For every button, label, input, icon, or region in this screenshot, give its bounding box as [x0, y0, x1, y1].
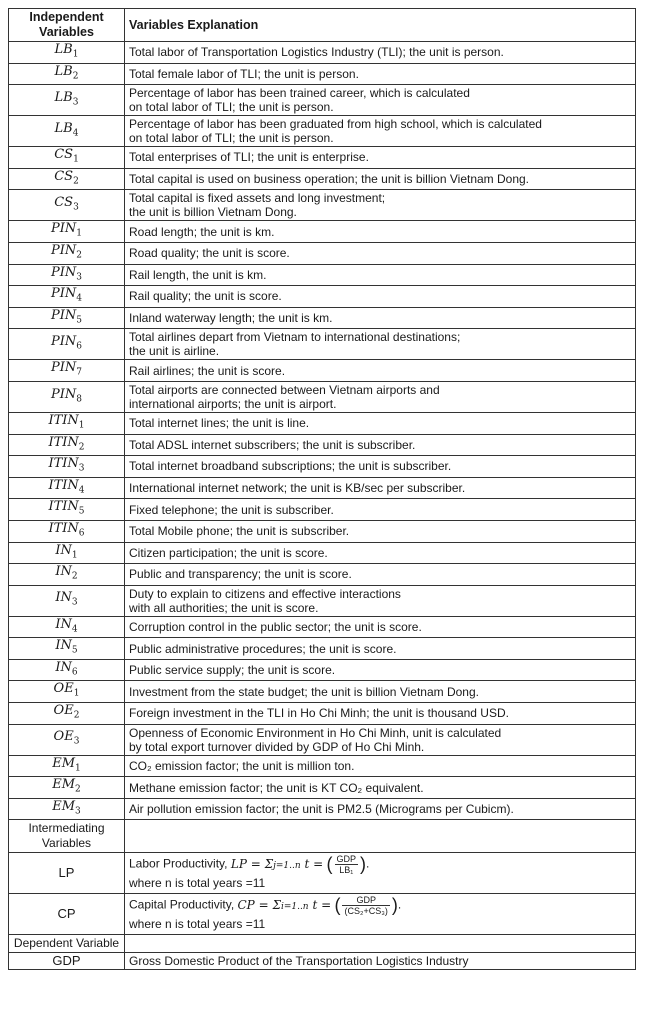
formula-lhs-cp: CP = Σi=1..n t =: [237, 898, 332, 913]
section-empty-cell: [125, 935, 636, 953]
variable-symbol: $CS_1$: [9, 147, 125, 169]
variable-symbol: $ITIN_2$: [9, 434, 125, 456]
variable-symbol: $IN_5$: [9, 638, 125, 660]
variable-explanation: Methane emission factor; the unit is KT CO₂ equivalent.: [125, 777, 636, 799]
variable-explanation: Investment from the state budget; the unit is billion Vietnam Dong.: [125, 681, 636, 703]
variable-symbol: $EM_3$: [9, 798, 125, 820]
table-row: [9, 659, 636, 681]
variable-explanation-gdp: Gross Domestic Product of the Transportation Logistics Industry: [125, 953, 636, 970]
variable-explanation: Public administrative procedures; the unit is score.: [125, 638, 636, 660]
variable-symbol: $PIN_8$: [9, 381, 125, 412]
table-row: [9, 264, 636, 286]
variable-symbol: $LB_1$: [9, 42, 125, 64]
variable-symbol: $PIN_7$: [9, 360, 125, 382]
variable-symbol-gdp: GDP: [9, 953, 125, 970]
table-row: [9, 168, 636, 190]
variable-explanation: Total ADSL internet subscribers; the unit is subscriber.: [125, 434, 636, 456]
variable-symbol: $LB_4$: [9, 116, 125, 147]
table-row: [9, 724, 636, 755]
variable-symbol: $ITIN_5$: [9, 499, 125, 521]
table-row: [9, 616, 636, 638]
table-row: [9, 777, 636, 799]
variable-explanation: Total internet lines; the unit is line.: [125, 412, 636, 434]
table-row-lp: [9, 853, 636, 894]
table-row: [9, 63, 636, 85]
formula-prefix-lp: Labor Productivity,: [129, 857, 228, 872]
table-row-cp: [9, 894, 636, 935]
variable-symbol: $EM_2$: [9, 777, 125, 799]
variable-symbol: $IN_2$: [9, 564, 125, 586]
variable-explanation: Foreign investment in the TLI in Ho Chi Minh; the unit is thousand USD.: [125, 703, 636, 725]
table-row-gdp: [9, 953, 636, 970]
variable-explanation: Rail quality; the unit is score.: [125, 286, 636, 308]
variable-explanation: Total female labor of TLI; the unit is person.: [125, 63, 636, 85]
variable-explanation: Duty to explain to citizens and effective interactions with all authorities; the unit is score.: [125, 585, 636, 616]
variable-symbol: $PIN_5$: [9, 307, 125, 329]
variable-symbol: $CS_3$: [9, 190, 125, 221]
variable-explanation: Road length; the unit is km.: [125, 221, 636, 243]
header-variables-explanation: Variables Explanation: [125, 9, 636, 42]
table-row: [9, 242, 636, 264]
variable-explanation: Openness of Economic Environment in Ho Chi Minh, unit is calculated by total export turnover divided by GDP of Ho Chi Minh.: [125, 724, 636, 755]
table-row: [9, 360, 636, 382]
variable-symbol: $OE_2$: [9, 703, 125, 725]
intermediating-section: [9, 820, 636, 935]
table-row: [9, 477, 636, 499]
table-header-row: [9, 9, 636, 42]
variable-explanation: Public service supply; the unit is score.: [125, 659, 636, 681]
table-row: [9, 85, 636, 116]
variables-table: [8, 8, 636, 970]
variable-symbol: $IN_3$: [9, 585, 125, 616]
table-row: [9, 681, 636, 703]
section-row-intermediating: [9, 820, 636, 853]
variable-explanation: Total Mobile phone; the unit is subscriber.: [125, 520, 636, 542]
variable-explanation: Percentage of labor has been graduated from high school, which is calculated on total labor of TLI; the unit is person.: [125, 116, 636, 147]
variable-explanation: Public and transparency; the unit is score.: [125, 564, 636, 586]
variable-symbol: $EM_1$: [9, 755, 125, 777]
table-row: [9, 116, 636, 147]
variable-explanation: Fixed telephone; the unit is subscriber.: [125, 499, 636, 521]
variable-symbol: $PIN_6$: [9, 329, 125, 360]
variable-explanation: CO₂ emission factor; the unit is million ton.: [125, 755, 636, 777]
variable-symbol: $PIN_3$: [9, 264, 125, 286]
formula-note-cp: where n is total years =11: [129, 917, 266, 932]
variable-symbol-cp: CP: [9, 894, 125, 935]
fraction-cp: $\frac{\text{GDP}}{\text{(CS₂+CS₃)}}$: [344, 895, 388, 917]
table-row: [9, 190, 636, 221]
variable-explanation: Road quality; the unit is score.: [125, 242, 636, 264]
table-row: [9, 638, 636, 660]
variable-explanation: Total airports are connected between Vietnam airports and international airports; the unit is airport.: [125, 381, 636, 412]
table-row: [9, 329, 636, 360]
table-row: [9, 221, 636, 243]
table-row: [9, 499, 636, 521]
variable-symbol: $PIN_2$: [9, 242, 125, 264]
table-row: [9, 755, 636, 777]
variable-symbol: $IN_1$: [9, 542, 125, 564]
table-row: [9, 520, 636, 542]
variable-explanation: Percentage of labor has been trained career, which is calculated on total labor of TLI; the unit is person.: [125, 85, 636, 116]
variable-symbol: $PIN_1$: [9, 221, 125, 243]
table-row: [9, 412, 636, 434]
variable-symbol: $LB_3$: [9, 85, 125, 116]
variable-explanation: Air pollution emission factor; the unit is PM2.5 (Micrograms per Cubicm).: [125, 798, 636, 820]
formula-lhs-lp: LP = Σj=1..n t =: [230, 857, 324, 872]
table-row: [9, 456, 636, 478]
variable-symbol: $IN_4$: [9, 616, 125, 638]
formula-cell-cp: Capital Productivity, CP = Σi=1..n t = ( $\frac{\text{GDP}}{\text{(CS₂+CS₃)}}$ ). where n is total years =11: [125, 894, 636, 935]
section-label-intermediating: Intermediating Variables: [9, 820, 125, 853]
variable-symbol: $OE_1$: [9, 681, 125, 703]
table-row: [9, 307, 636, 329]
header-independent-variables: Independent Variables: [9, 9, 125, 42]
section-label-dependent: Dependent Variable: [9, 935, 125, 953]
table-row: [9, 286, 636, 308]
variable-explanation: Total internet broadband subscriptions; the unit is subscriber.: [125, 456, 636, 478]
table-row: [9, 542, 636, 564]
variable-symbol: $ITIN_1$: [9, 412, 125, 434]
variable-symbol: $ITIN_3$: [9, 456, 125, 478]
table-row: [9, 147, 636, 169]
variable-symbol: $ITIN_6$: [9, 520, 125, 542]
variable-symbol: $OE_3$: [9, 724, 125, 755]
sum-range-cp: i=1..n: [280, 902, 309, 913]
formula-cell-lp: Labor Productivity, LP = Σj=1..n t = ( $\frac{\text{GDP}}{\text{LB₁}}$ ). where n is total years =11: [125, 853, 636, 894]
variable-symbol: $LB_2$: [9, 63, 125, 85]
formula-note-lp: where n is total years =11: [129, 876, 266, 891]
table-row: [9, 798, 636, 820]
variable-explanation: Total labor of Transportation Logistics Industry (TLI); the unit is person.: [125, 42, 636, 64]
variable-symbol: $ITIN_4$: [9, 477, 125, 499]
variable-symbol: $PIN_4$: [9, 286, 125, 308]
section-empty-cell: [125, 820, 636, 853]
variable-explanation: Total capital is used on business operation; the unit is billion Vietnam Dong.: [125, 168, 636, 190]
variable-explanation: Total airlines depart from Vietnam to international destinations; the unit is airline.: [125, 329, 636, 360]
variable-explanation: Total capital is fixed assets and long investment; the unit is billion Vietnam Dong.: [125, 190, 636, 221]
section-row-dependent: [9, 935, 636, 953]
variable-explanation: Total enterprises of TLI; the unit is enterprise.: [125, 147, 636, 169]
variable-symbol-lp: LP: [9, 853, 125, 894]
table-row: [9, 703, 636, 725]
variable-explanation: International internet network; the unit is KB/sec per subscriber.: [125, 477, 636, 499]
variable-symbol: $IN_6$: [9, 659, 125, 681]
independent-variables-body: [9, 42, 636, 820]
formula-prefix-cp: Capital Productivity,: [129, 898, 235, 913]
table-row: [9, 585, 636, 616]
variable-explanation: Citizen participation; the unit is score.: [125, 542, 636, 564]
table-row: [9, 42, 636, 64]
table-row: [9, 564, 636, 586]
dependent-section: [9, 935, 636, 970]
variables-table-document: [8, 8, 636, 970]
table-row: [9, 434, 636, 456]
variable-explanation: Inland waterway length; the unit is km.: [125, 307, 636, 329]
variable-explanation: Rail airlines; the unit is score.: [125, 360, 636, 382]
variable-explanation: Rail length, the unit is km.: [125, 264, 636, 286]
table-row: [9, 381, 636, 412]
variable-symbol: $CS_2$: [9, 168, 125, 190]
sum-range-lp: j=1..n: [273, 861, 301, 872]
variable-explanation: Corruption control in the public sector; the unit is score.: [125, 616, 636, 638]
fraction-lp: $\frac{\text{GDP}}{\text{LB₁}}$: [336, 854, 357, 876]
